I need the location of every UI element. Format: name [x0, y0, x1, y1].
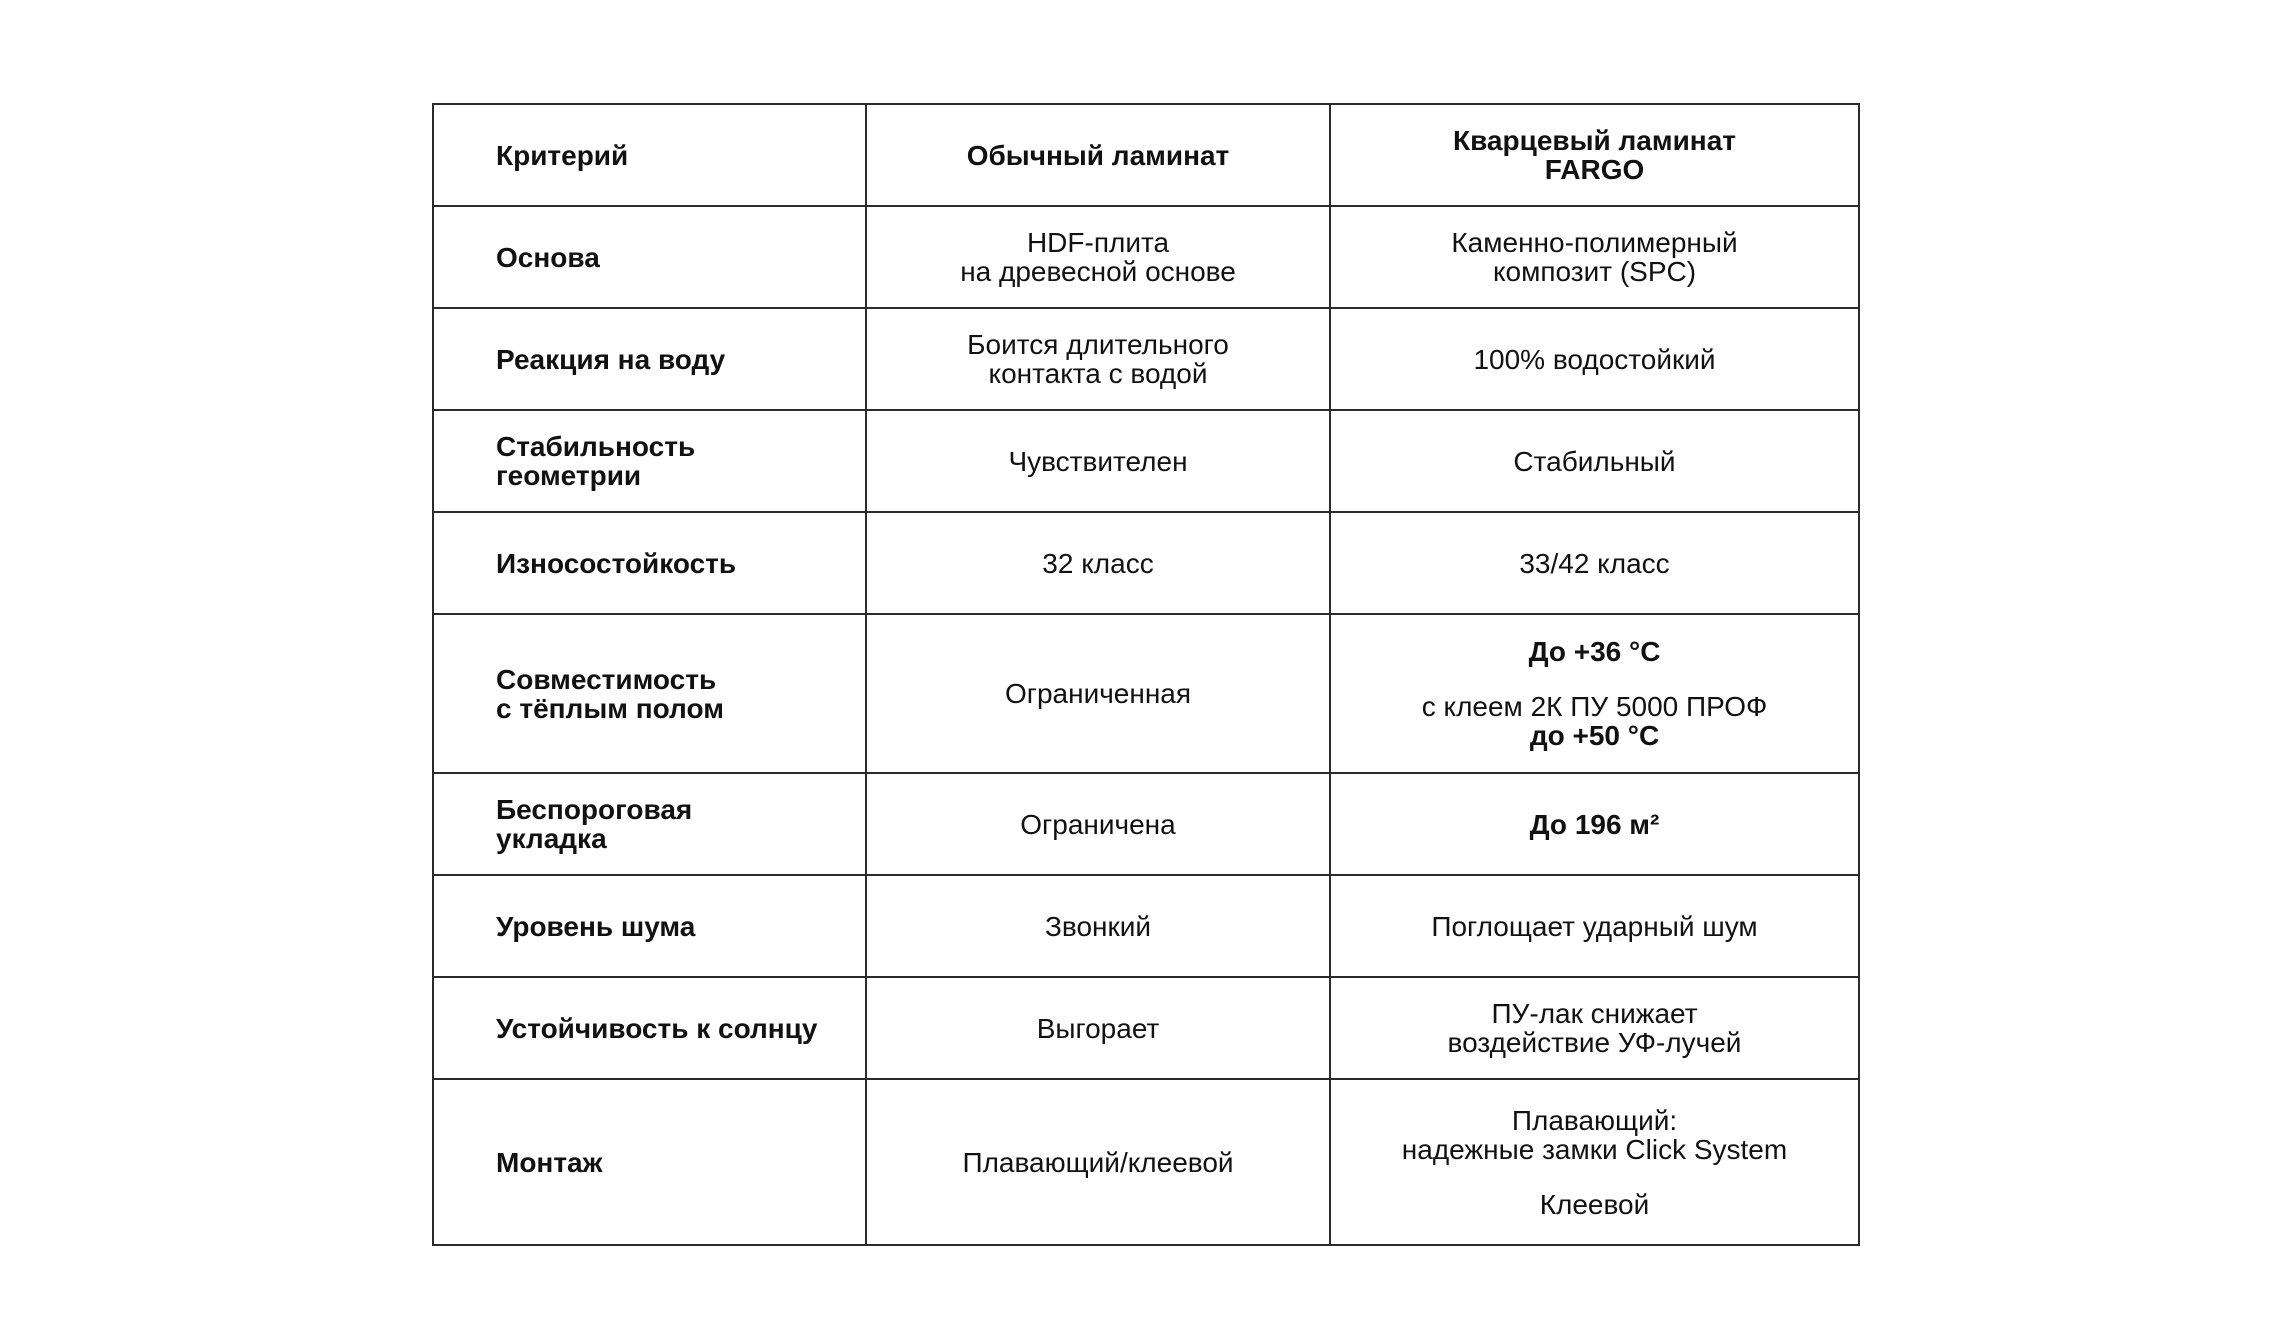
comparison-table-wrapper [432, 103, 1858, 1246]
ordinary-cell: Выгорает [866, 977, 1330, 1079]
criterion-cell: Износостойкость [433, 512, 866, 614]
criterion-cell: Беспороговая укладка [433, 773, 866, 875]
criterion-cell: Устойчивость к солнцу [433, 977, 866, 1079]
criterion-cell: Монтаж [433, 1079, 866, 1245]
criterion-cell: Уровень шума [433, 875, 866, 977]
quartz-cell: 33/42 класс [1330, 512, 1859, 614]
ordinary-cell: Боится длительного контакта с водой [866, 308, 1330, 410]
header-criterion: Критерий [433, 104, 866, 206]
quartz-cell: Стабильный [1330, 410, 1859, 512]
comparison-table [432, 103, 1860, 1246]
table-row [433, 1079, 1859, 1245]
table-row [433, 308, 1859, 410]
criterion-cell: Основа [433, 206, 866, 308]
quartz-cell: Плавающий: надежные замки Click System Клеевой [1330, 1079, 1859, 1245]
quartz-cell: До +36 °С с клеем 2К ПУ 5000 ПРОФ до +50 °С [1330, 614, 1859, 773]
table-header-row [433, 104, 1859, 206]
header-quartz-laminate: Кварцевый ламинат FARGO [1330, 104, 1859, 206]
ordinary-cell: Ограниченная [866, 614, 1330, 773]
ordinary-cell: HDF-плита на древесной основе [866, 206, 1330, 308]
table-row [433, 206, 1859, 308]
ordinary-cell: Звонкий [866, 875, 1330, 977]
quartz-cell: До 196 м² [1330, 773, 1859, 875]
ordinary-cell: 32 класс [866, 512, 1330, 614]
table-row [433, 410, 1859, 512]
table-row [433, 875, 1859, 977]
quartz-cell: Каменно-полимерный композит (SPC) [1330, 206, 1859, 308]
ordinary-cell: Плавающий/клеевой [866, 1079, 1330, 1245]
criterion-cell: Совместимость с тёплым полом [433, 614, 866, 773]
table-row [433, 773, 1859, 875]
table-row [433, 614, 1859, 773]
ordinary-cell: Чувствителен [866, 410, 1330, 512]
table-row [433, 512, 1859, 614]
quartz-cell: Поглощает ударный шум [1330, 875, 1859, 977]
table-row [433, 977, 1859, 1079]
criterion-cell: Стабильность геометрии [433, 410, 866, 512]
header-ordinary-laminate: Обычный ламинат [866, 104, 1330, 206]
quartz-cell: ПУ-лак снижает воздействие УФ-лучей [1330, 977, 1859, 1079]
criterion-cell: Реакция на воду [433, 308, 866, 410]
ordinary-cell: Ограничена [866, 773, 1330, 875]
quartz-cell: 100% водостойкий [1330, 308, 1859, 410]
